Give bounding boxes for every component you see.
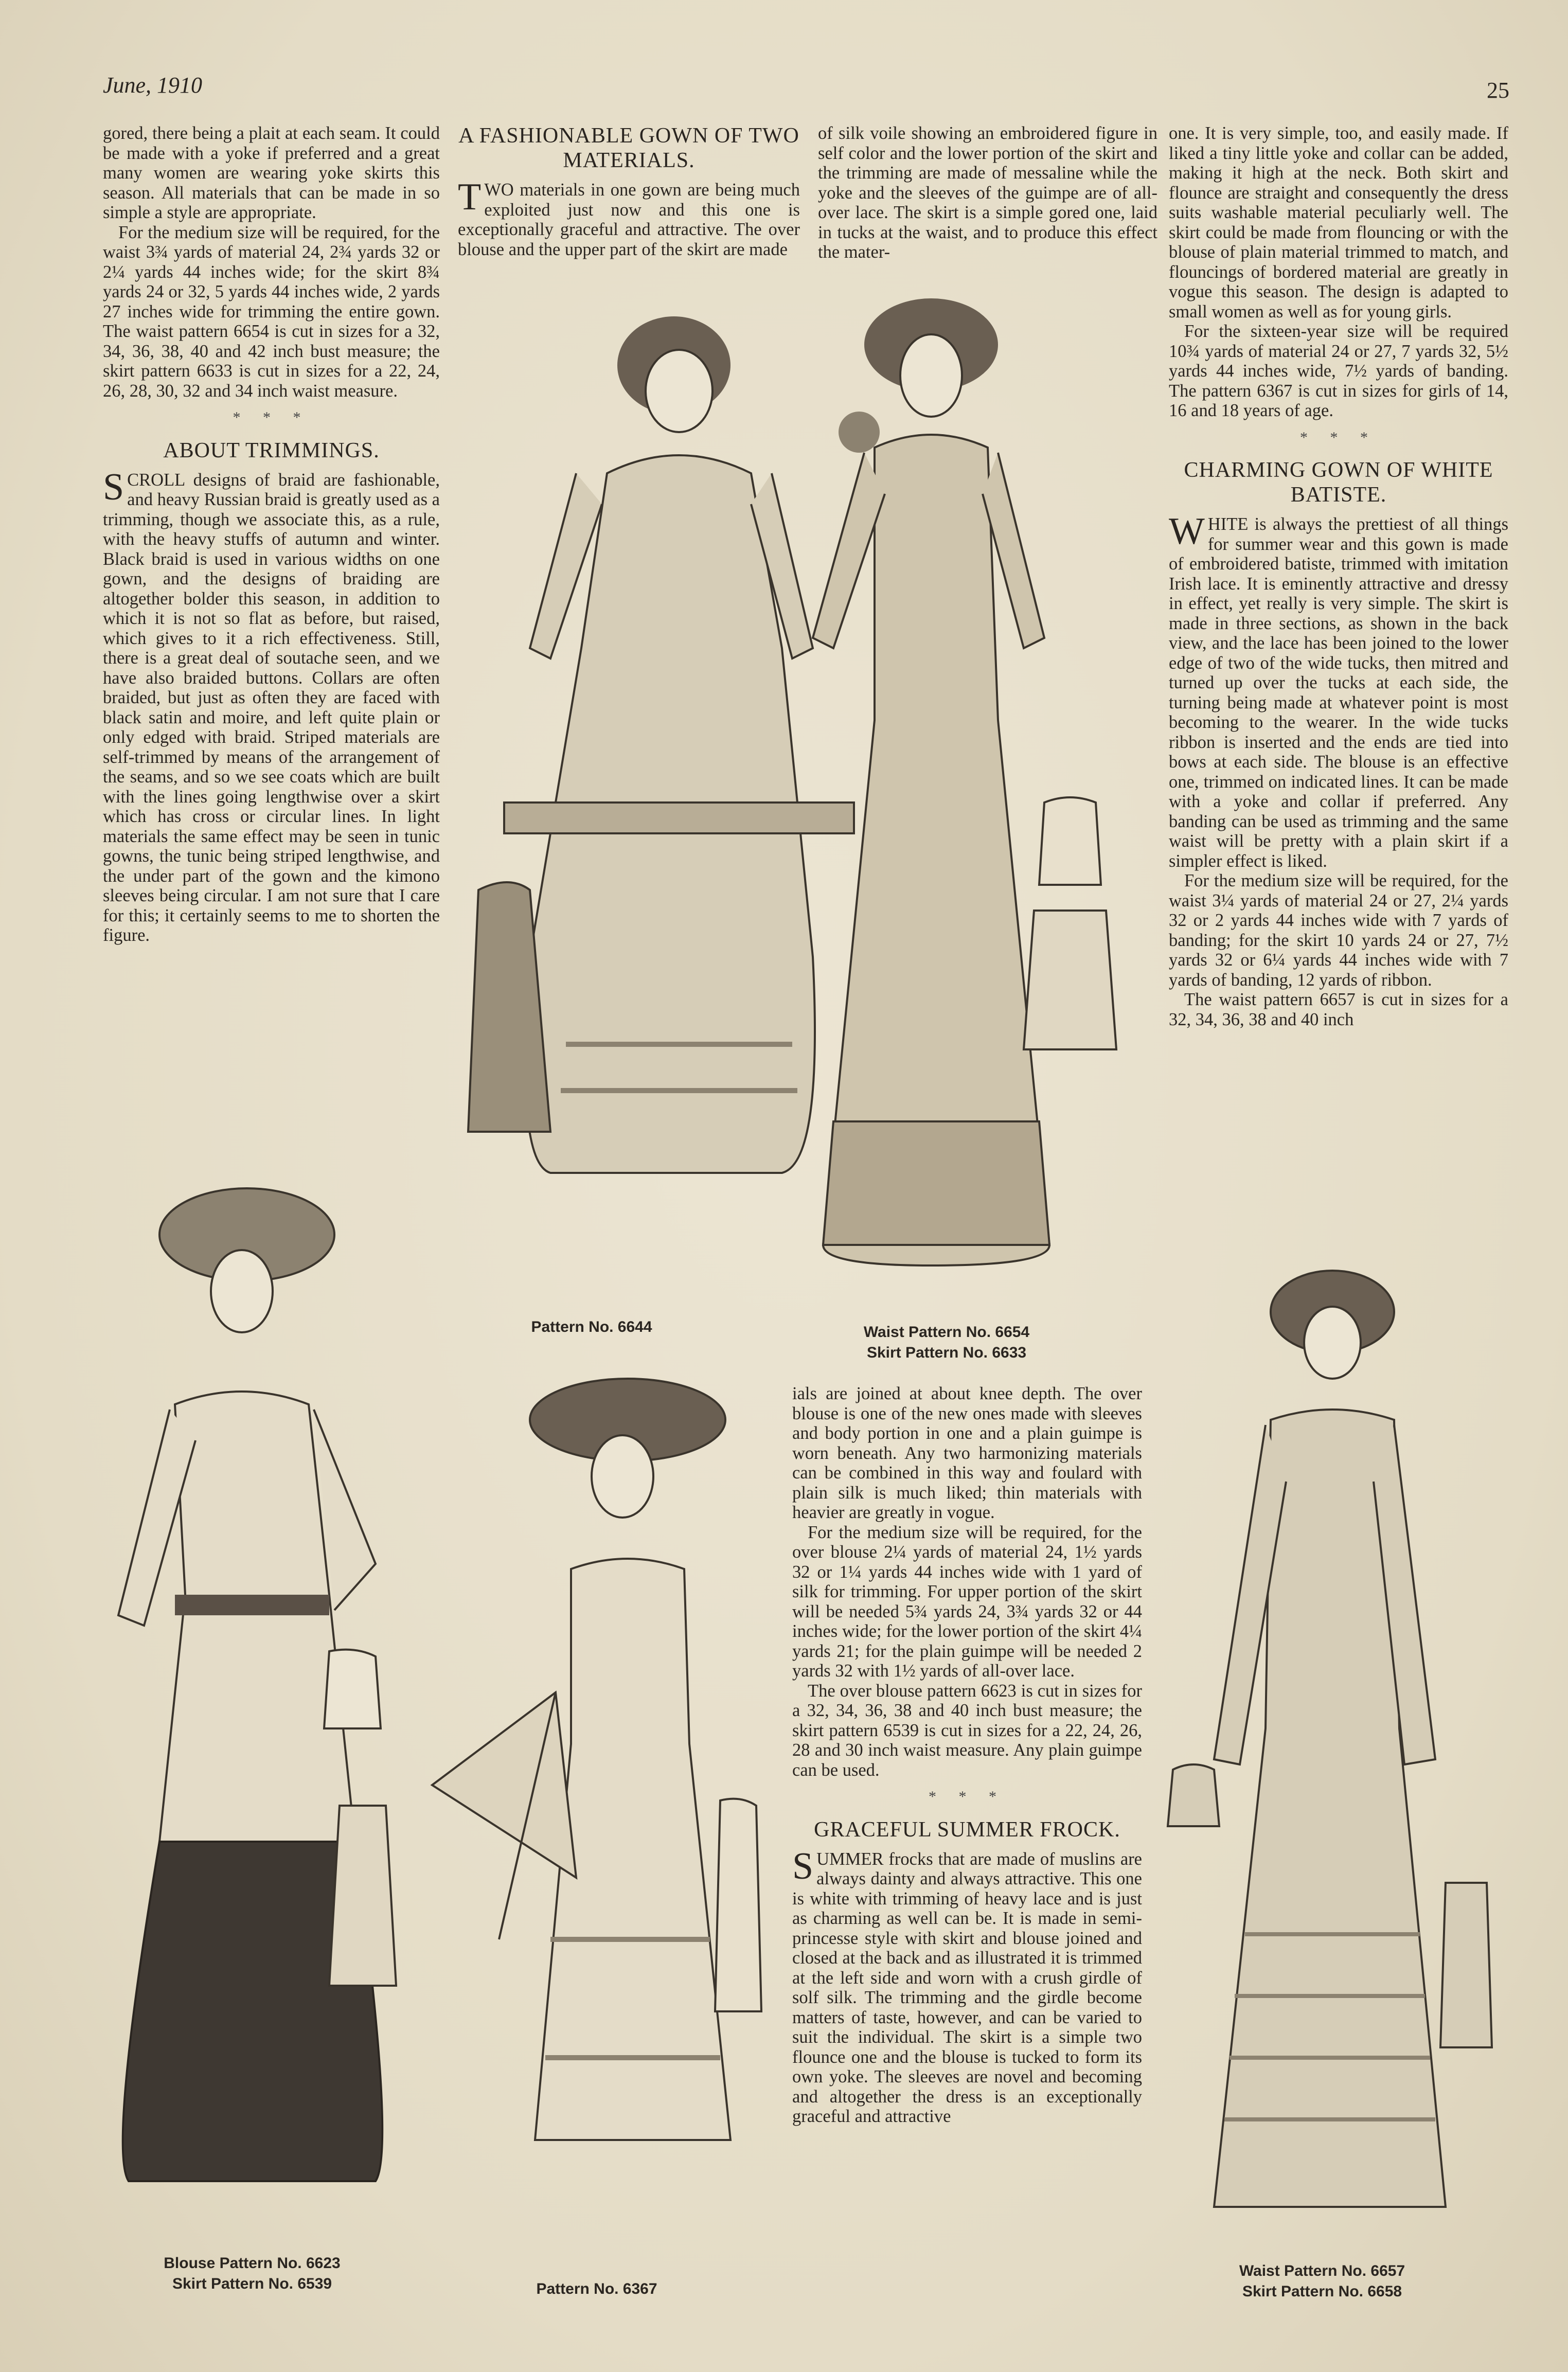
section-divider: * * * (929, 1788, 1006, 1805)
batiste-yardage-paragraph: For the medium size will be required, for the waist 3¼ yards of material 24 or 27, 2¼ yards 32 or 2 yards 44 inches wide with 7 yards of banding; for the skirt 10 yards 24 or 27, 7½ yards 32 or 6¼ yards 44 inches wide with 7 yards of banding, 12 yards of ribbon. (1169, 871, 1508, 990)
heading-white-batiste: CHARMING GOWN OF WHITE BATISTE. (1184, 458, 1493, 507)
heading-about-trimmings: ABOUT TRIMMINGS. (163, 438, 380, 462)
column-fashionable-gown (458, 123, 800, 259)
caption-pattern-6623: Blouse Pattern No. 6623 Skirt Pattern No. 6539 (164, 2255, 341, 2292)
column-center-bottom (792, 1384, 1142, 2127)
caption-pattern-6654: Waist Pattern No. 6654 Skirt Pattern No. 6633 (863, 1324, 1030, 1361)
drop-cap: T (458, 176, 482, 218)
column-right (1169, 123, 1508, 1029)
heading-summer-frock: GRACEFUL SUMMER FROCK. (814, 1817, 1120, 1842)
illustration-batiste-6657 (1157, 1265, 1497, 2269)
trimmings-paragraph: SCROLL designs of braid are fashionable, and heavy Russian braid is greatly used as a trimming, though we associate this, as a rule, with the heavy stuffs of autumn and winter. Black braid is used in various widths on one gown, and the designs of braiding are altogether bolder this season, in addition to which it is not so flat as before, but raised, which gives to it a rich effectiveness. Still, there is a great deal of soutache seen, and we have also braided buttons. Collars are often braided, but just as often they are faced with black satin and moire, and left quite plain or only edged with braid. Striped materials are self-trimmed by means of the arrangement of the seams, and so we see coats which are built with the lines going lengthwise over a skirt which has cross or circular lines. In light materials the same effect may be seen in tunic gowns, the tunic being striped lengthwise, and the under part of the gown and the kimono sleeves being circular. I am not sure that I care for this; it certainly seems to me to shorten the figure. (103, 466, 440, 945)
batiste-paragraph: WHITE is always the prettiest of all things for summer wear and this gown is made of embroidered batiste, trimmed with imitation Irish lace. It is eminently attractive and dressy in effect, yet really is very simple. The skirt is made in three sections, as shown in the back view, and the lace has been joined to the lower edge of two of the wide tucks, then mitred and turned up over the tucks at each side, the turning being made at whatever point is most becoming to the wearer. In the wide tucks ribbon is inserted and the ends are tied into bows at each side. The blouse is an effective one, trimmed on indicated lines. It can be made with a yoke and collar if preferred. Any banding can be used as trimming and the same waist will be pretty with a plain skirt if a simpler effect is liked. (1169, 510, 1508, 871)
column-left (103, 123, 440, 946)
section-divider: * * * (233, 409, 310, 426)
fashionable-gown-paragraph: TWO materials in one gown are being much exploited just now and this one is exceptionally graceful and attractive. The over blouse and the upper part of the skirt are made (458, 176, 800, 259)
drop-cap: S (792, 1845, 814, 1887)
gown-yardage-paragraph: For the medium size will be required, for the waist 3¾ yards of material 24, 2¾ yards 32 or 2¼ yards 44 inches wide; for the skirt 8¾ yards 24 or 32, 5 yards 44 inches wide, 2 yards 27 inches wide for trimming the entire gown. The waist pattern 6654 is cut in sizes for a 32, 34, 36, 38, 40 and 42 inch bust measure; the skirt pattern 6633 is cut in sizes for a 22, 24, 26, 28, 30, 32 and 34 inch waist measure. (103, 222, 440, 401)
overblouse-yardage-paragraph: For the medium size will be required, for the over blouse 2¼ yards of material 24, 1½ yards 32 or 1¼ yards 44 inches wide with 1 yard of silk for trimming. For upper portion of the skirt will be needed 5¾ yards 24, 3¾ yards 32 or 44 inches wide; for the lower portion of the skirt 4¼ yards 21; for the plain guimpe will be needed 2 yards 32 with 1½ yards of all-over lace. (792, 1522, 1142, 1681)
gown-continued-paragraph: gored, there being a plait at each seam. It could be made with a yoke if preferred and a great many women are wearing yoke skirts this season. All materials that can be made in so simple a style are appropriate. (103, 123, 440, 222)
batiste-pattern-paragraph: The waist pattern 6657 is cut in sizes for a 32, 34, 36, 38 and 40 inch (1169, 990, 1508, 1029)
drop-cap: S (103, 466, 124, 508)
silk-voile-paragraph: of silk voile showing an embroidered figure in self color and the lower portion of the skirt and the trimming are made of messaline while the yoke and the sleeves of the guimpe are of all-over lace. The skirt is a simple gored one, laid in tucks at the waist, and to produce this effect the mater- (818, 123, 1157, 262)
column-center-top (818, 123, 1157, 262)
issue-date: June, 1910 (103, 73, 203, 98)
caption-pattern-6644: Pattern No. 6644 (531, 1318, 652, 1335)
heading-fashionable-gown: A FASHIONABLE GOWN OF TWO MATERIALS. (458, 124, 799, 172)
caption-pattern-6657: Waist Pattern No. 6657 Skirt Pattern No. 6658 (1239, 2262, 1405, 2300)
illustration-pattern-6367 (422, 1374, 782, 2248)
page-number: 25 (1487, 78, 1509, 103)
caption-pattern-6367: Pattern No. 6367 (536, 2280, 657, 2297)
materials-paragraph: ials are joined at about knee depth. The over blouse is one of the new ones made with sleeves and body portion in one and a plain guimpe is worn beneath. Any two harmonizing materials can be combined in this way and foulard with plain silk is much liked; thin materials with heavier are greatly in vogue. (792, 1384, 1142, 1522)
section-divider: * * * (1300, 429, 1377, 446)
frock-yardage-paragraph: For the sixteen-year size will be required 10¾ yards of material 24 or 27, 7 yards 32, 5½ yards 44 inches wide, 7½ yards of banding. The pattern 6367 is cut in sizes for girls of 14, 16 and 18 years of age. (1169, 322, 1508, 420)
drop-cap: W (1169, 510, 1205, 552)
illustration-blouse-6623 (87, 1173, 417, 2243)
illustration-two-gowns (453, 288, 1121, 1317)
overblouse-pattern-paragraph: The over blouse pattern 6623 is cut in sizes for a 32, 34, 36, 38 and 40 inch bust measure; the skirt pattern 6539 is cut in sizes for a 22, 24, 26, 28 and 30 inch waist measure. Any plain guimpe can be used. (792, 1681, 1142, 1780)
frock-continued-paragraph: one. It is very simple, too, and easily made. If liked a tiny little yoke and collar can be added, making it high at the neck. Both skirt and flounce are straight and consequently the dress suits washable material peculiarly well. The skirt could be made from flouncing or with the blouse of plain material trimmed to match, and flouncings of bordered material are greatly in vogue this season. The design is adapted to small women as well as for young girls. (1169, 123, 1508, 322)
summer-frock-paragraph: SUMMER frocks that are made of muslins are always dainty and always attractive. This one is white with trimming of heavy lace and is just as charming as well can be. It is made in semi-princesse style with skirt and blouse joined and closed at the back and as illustrated it is trimmed at the left side and worn with a crush girdle of solf silk. The trimming and the girdle become matters of taste, however, and can be varied to suit the individual. The skirt is a simple two flounce one and the blouse is tucked to form its own yoke. The sleeves are novel and becoming and altogether the dress is an exceptionally graceful and attractive (792, 1845, 1142, 2126)
